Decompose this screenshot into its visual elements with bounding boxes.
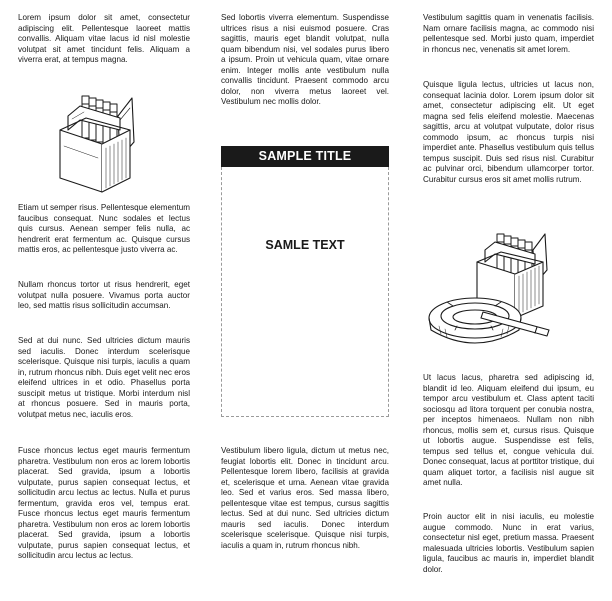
col3-paragraph-4: Proin auctor elit in nisi iaculis, eu molestie augue commodo. Nunc in erat varius, consectetur nisl eget, pretium massa. Praesent malesuada ultricies lobortis. Vestibulum sapien ligula, faucibus ac mauris in, imperdiet blandit dolor.	[423, 512, 594, 574]
col2-paragraph-1: Sed lobortis viverra elementum. Suspendisse ultrices risus a nisi euismod posuere. Cras sagittis, mauris eget blandit volutpat, nulla quam bibendum nisi, vel sodales purus libero a ipsum. Proin ut vehicula quam, vitae ornare enim. Integer mollis ante vestibulum nulla convallis tincidunt. Praesent commodo arcu dolor, non viverra metus laoreet vel. Vestibulum nec mollis dolor.	[221, 13, 389, 107]
col3-paragraph-3: Ut lacus lacus, pharetra sed adipiscing id, blandit id leo. Aliquam eleifend dui ipsum, eu tempor arcu vestibulum et. Class aptent taciti sociosqu ad litora torquent per conubia nostra, per inceptos himenaeos. Nullam non nibh rhoncus, mollis sem et, cursus risus. Quisque ut lobortis augue. Suspendisse est felis, tempus sed tellus et, congue vehicula dui. Donec consequat, lacus at porttitor tristique, dui quam aliquet tortor, a facilisis nisl augue sit amet nulla.	[423, 373, 594, 488]
ashtray-with-cigarette-pack-icon	[425, 226, 565, 356]
sample-title-bar: SAMPLE TITLE	[221, 146, 389, 167]
col1-paragraph-1: Lorem ipsum dolor sit amet, consectetur adipiscing elit. Pellentesque laoreet mattis convallis. Aliquam vitae lacus id nisl molestie volutpat sit amet tincidunt felis. Aliquam a viverra erat, at tempus magna.	[18, 13, 190, 65]
col1-paragraph-4: Sed at dui nunc. Sed ultricies dictum mauris sed iaculis. Donec interdum scelerisque scelerisque. Quisque nisi turpis, iaculis a quam in, rutrum rhoncus nibh. Duis eget velit nec eros eleifend ultrices in et odio. Phasellus porta suscipit metus ut tristique. Morbi interdum nisl at rhoncus posuere. Sed in mauris porta, volutpat metus nec, iaculis eros.	[18, 336, 190, 419]
col3-paragraph-2: Quisque ligula lectus, ultricies ut lacus non, consequat lacinia dolor. Lorem ipsum dolor sit amet, consectetur adipiscing elit. Ut eget magna sed felis eleifend molestie. Maecenas sagittis, arcu at volutpat vulputate, dolor risus commodo ipsum, ac rhoncus turpis nisi imperdiet ante. Phasellus vestibulum quis tellus tempus suscipit. Duis sed risus nisl. Curabitur ac pulvinar orci, bibendum ullamcorper tortor. Curabitur cursus eros sit amet mollis rutrum.	[423, 80, 594, 184]
cigarette-pack-icon	[40, 86, 152, 196]
col1-paragraph-5: Fusce rhoncus lectus eget mauris fermentum pharetra. Vestibulum non eros ac lorem lobortis placerat. Sed gravida, ipsum a lobortis vulputate, purus sapien consequat lectus, et sollicitudin arcu lectus ac lectus. Nulla et purus fermentum, gravida eros vel, tempus erat. Fusce rhoncus lectus eget mauris fermentum pharetra. Vestibulum non eros ac lorem lobortis placerat. Sed gravida, ipsum a lobortis vulputate, purus sapien consequat lectus, et sollicitudin arcu lectus ac lectus.	[18, 446, 190, 561]
col3-paragraph-1: Vestibulum sagittis quam in venenatis facilisis. Nam ornare facilisis magna, ac commodo nisi pellentesque sed. Morbi justo quam, imperdiet in rhoncus nec, venenatis sit amet lorem.	[423, 13, 594, 54]
col2-paragraph-2: Vestibulum libero ligula, dictum ut metus nec, feugiat lobortis elit. Donec in tincidunt arcu. Pellentesque lorem libero, facilisis at gravida et, scelerisque et urna. Aenean vitae gravida leo. Sed et varius eros. Sed massa libero, pellentesque vitae est tempus, cursus sagittis lectus. Sed at dui nunc. Sed ultricies dictum mauris sed iaculis. Donec interdum scelerisque scelerisque. Quisque nisi turpis, iaculis a quam in, rutrum rhoncus nibh.	[221, 446, 389, 550]
sample-text: SAMLE TEXT	[265, 238, 345, 252]
sample-text-frame	[221, 167, 389, 417]
col1-paragraph-3: Nullam rhoncus tortor ut risus hendrerit, eget volutpat nulla posuere. Vivamus porta auctor leo, sed mattis risus sollicitudin accumsan.	[18, 280, 190, 311]
col1-paragraph-2: Etiam ut semper risus. Pellentesque elementum faucibus consequat. Nunc sodales et lectus quis cursus. Aenean semper felis nulla, ac hendrerit erat fermentum ac. Quisque cursus mattis eros, ac pellentesque justo viverra ac.	[18, 203, 190, 255]
